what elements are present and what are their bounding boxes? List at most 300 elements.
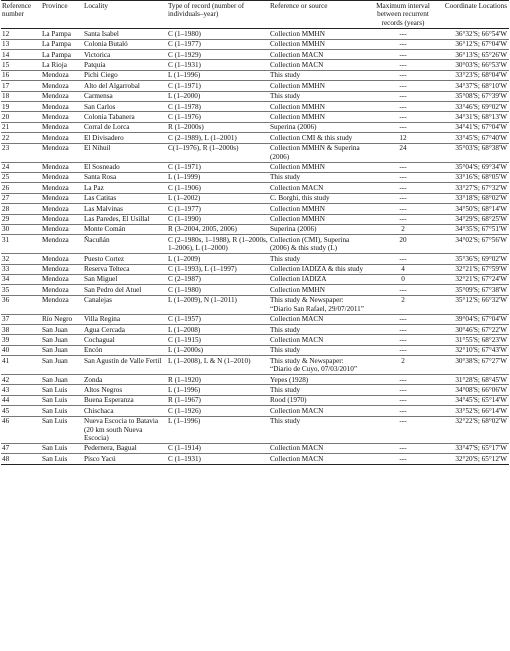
cell-type: C (2–1989), L (1–2001) — [168, 133, 237, 142]
cell-ref: 13 — [2, 40, 10, 49]
cell-type: C (1–1980) — [168, 285, 201, 294]
cell-interval: --- — [399, 285, 407, 294]
cell-ref: 30 — [2, 225, 10, 234]
cell-locality: Victorica — [84, 50, 111, 59]
cell-province: Mendoza — [42, 102, 69, 111]
cell-coords: 31°55'S; 68°23'W — [455, 335, 507, 344]
table-row — [1, 183, 509, 193]
cell-ref: 27 — [2, 194, 10, 203]
cell-locality: Las Catitas — [84, 194, 117, 203]
cell-source: Superina (2006) — [270, 225, 317, 234]
cell-source: Rood (1970) — [270, 396, 307, 405]
cell-type: L (1–2000s) — [168, 346, 204, 355]
table-row — [1, 285, 509, 295]
cell-locality: El Nihuil — [84, 144, 111, 153]
cell-source: Collection (CMI), Superina (2006) & this study (L) — [270, 235, 350, 253]
table-row — [1, 133, 509, 143]
cell-ref: 19 — [2, 102, 10, 111]
cell-source: This study & Newspaper: “Diario San Rafael, 29/07/2011” — [270, 296, 364, 313]
cell-locality: Encón — [84, 346, 103, 355]
cell-interval: 2 — [401, 225, 405, 234]
cell-interval: --- — [399, 123, 407, 132]
table-row — [1, 112, 509, 122]
cell-type: C (1–1978) — [168, 102, 201, 111]
table-row — [1, 39, 509, 49]
cell-locality: Chischaca — [84, 406, 114, 415]
cell-province: Mendoza — [42, 112, 69, 121]
cell-ref: 36 — [2, 296, 10, 305]
cell-interval: --- — [399, 346, 407, 355]
cell-locality: Nueva Escocia to Batavia (20 km south Nueva Escocia) — [84, 417, 159, 442]
cell-interval: --- — [399, 315, 407, 324]
cell-ref: 25 — [2, 173, 10, 182]
cell-ref: 16 — [2, 71, 10, 80]
cell-type: C (1–1990) — [168, 215, 201, 224]
table-row — [1, 274, 509, 284]
cell-locality: Carmensa — [84, 92, 113, 101]
cell-locality: Pichi Ciego — [84, 71, 118, 80]
cell-source: Collection MACN — [270, 50, 324, 59]
cell-province: San Luis — [42, 454, 68, 463]
cell-type: L (1–2002) — [168, 194, 201, 203]
cell-locality: Puesto Cortez — [84, 254, 125, 263]
cell-locality: Ñacuñán — [84, 235, 110, 244]
header-locality: Locality — [84, 2, 108, 10]
cell-coords: 35°08'S; 67°39'W — [455, 92, 507, 101]
cell-coords: 35°04'S; 69°34'W — [455, 163, 507, 171]
cell-province: Mendoza — [42, 123, 69, 132]
table-row — [1, 345, 509, 355]
header-coords: Coordinate Locations — [444, 2, 507, 10]
cell-ref: 34 — [2, 275, 10, 284]
table-row — [1, 325, 509, 335]
cell-type: R (3–2004, 2005, 2006) — [168, 225, 237, 234]
cell-interval: --- — [399, 173, 407, 182]
cell-type: C (1–1980) — [168, 29, 201, 38]
cell-locality: Reserva Telteca — [84, 265, 130, 274]
cell-coords: 32°22'S; 68°02'W — [455, 417, 507, 426]
cell-interval: --- — [399, 215, 407, 224]
cell-locality: San Agustín de Valle Fertil — [84, 356, 162, 365]
cell-ref: 20 — [2, 112, 10, 121]
cell-interval: --- — [399, 29, 407, 38]
cell-coords: 33°18'S; 68°02'W — [455, 194, 507, 203]
cell-type: C (2–1987) — [168, 275, 201, 284]
cell-province: San Luis — [42, 385, 68, 394]
cell-interval: 0 — [401, 275, 405, 284]
cell-province: San Juan — [42, 375, 68, 384]
cell-interval: --- — [399, 71, 407, 80]
cell-coords: 32°21'S; 67°59'W — [455, 265, 507, 274]
cell-ref: 23 — [2, 144, 10, 153]
cell-interval: --- — [399, 81, 407, 90]
cell-locality: Cochagual — [84, 335, 115, 344]
table-row — [1, 454, 509, 464]
cell-interval: 2 — [401, 296, 405, 305]
header-source: Reference or source — [270, 2, 328, 10]
cell-locality: San Carlos — [84, 102, 116, 111]
cell-ref: 24 — [2, 163, 10, 171]
cell-coords: 36°32'S; 66°54'W — [455, 29, 507, 38]
records-table — [1, 0, 509, 465]
cell-source: Collection MACN — [270, 444, 324, 453]
cell-province: Mendoza — [42, 235, 69, 244]
cell-coords: 34°45'S; 65°14'W — [455, 396, 507, 405]
cell-source: Collection MACN — [270, 454, 324, 463]
table-header — [1, 1, 509, 29]
cell-coords: 34°08'S; 66°06'W — [455, 385, 507, 394]
cell-interval: --- — [399, 396, 407, 405]
cell-type: C (1–1971) — [168, 163, 201, 171]
cell-coords: 34°29'S; 68°25'W — [455, 215, 507, 224]
table-row — [1, 122, 509, 132]
cell-coords: 32°20'S; 65°12'W — [455, 454, 507, 463]
cell-province: La Rioja — [42, 60, 67, 69]
cell-type: C(1–1976), R (1–2000s) — [168, 144, 239, 153]
cell-ref: 42 — [2, 375, 10, 384]
cell-interval: --- — [399, 375, 407, 384]
cell-ref: 43 — [2, 385, 10, 394]
cell-ref: 33 — [2, 265, 10, 274]
cell-province: La Pampa — [42, 29, 71, 38]
cell-province: Mendoza — [42, 81, 69, 90]
cell-coords: 36°13'S; 65°26'W — [455, 50, 507, 59]
cell-source: Collection MACN — [270, 335, 324, 344]
cell-ref: 18 — [2, 92, 10, 101]
table-row — [1, 29, 509, 39]
header-type: Type of record (number of individuals–year) — [168, 2, 245, 19]
table-row — [1, 375, 509, 385]
cell-coords: 34°41'S; 67°04'W — [455, 123, 507, 132]
cell-source: Collection MMHN — [270, 204, 325, 213]
cell-coords: 34°37'S; 68°10'W — [455, 81, 507, 90]
cell-province: La Pampa — [42, 50, 71, 59]
cell-coords: 33°45'S; 67°40'W — [455, 133, 507, 142]
cell-ref: 31 — [2, 235, 10, 244]
cell-locality: San Pedro del Atuel — [84, 285, 142, 294]
cell-province: Mendoza — [42, 71, 69, 80]
cell-province: San Luis — [42, 417, 68, 426]
cell-province: La Pampa — [42, 40, 71, 49]
table-row — [1, 102, 509, 112]
cell-coords: 34°02'S; 67°56'W — [455, 235, 507, 244]
table-row — [1, 162, 509, 172]
table-row — [1, 91, 509, 101]
cell-type: C (1–1957) — [168, 315, 201, 324]
cell-coords: 33°23'S; 68°04'W — [455, 71, 507, 80]
cell-type: C (2–1980s, 1–1988), R (1–2000s, 1–2006), L (1–2000) — [168, 235, 268, 253]
cell-ref: 38 — [2, 325, 10, 334]
cell-ref: 44 — [2, 396, 10, 405]
cell-coords: 35°36'S; 69°02'W — [455, 254, 507, 263]
cell-type: C (1–1929) — [168, 50, 201, 59]
cell-locality: Villa Regina — [84, 315, 121, 324]
cell-source: Collection IADIZA & this study — [270, 265, 364, 274]
cell-ref: 45 — [2, 406, 10, 415]
cell-interval: --- — [399, 385, 407, 394]
cell-coords: 30°46'S; 67°22'W — [455, 325, 507, 334]
cell-source: This study — [270, 173, 301, 182]
cell-ref: 26 — [2, 183, 10, 192]
cell-province: Mendoza — [42, 254, 69, 263]
cell-interval: 20 — [399, 235, 407, 244]
cell-coords: 32°21'S; 67°24'W — [455, 275, 507, 284]
cell-coords: 36°12'S; 67°04'W — [455, 40, 507, 49]
cell-province: Mendoza — [42, 275, 69, 284]
table-row — [1, 193, 509, 203]
cell-province: San Luis — [42, 406, 68, 415]
cell-coords: 35°03'S; 68°38'W — [455, 144, 507, 153]
cell-interval: --- — [399, 454, 407, 463]
cell-type: C (1–1915) — [168, 335, 201, 344]
cell-coords: 33°16'S; 68°05'W — [455, 173, 507, 182]
cell-type: C (1–1977) — [168, 204, 201, 213]
cell-province: San Juan — [42, 346, 68, 355]
cell-locality: Las Malvinas — [84, 204, 123, 213]
cell-interval: --- — [399, 406, 407, 415]
cell-locality: La Paz — [84, 183, 104, 192]
cell-source: This study — [270, 325, 301, 334]
cell-locality: Santa Rosa — [84, 173, 117, 182]
cell-province: Mendoza — [42, 183, 69, 192]
cell-interval: --- — [399, 112, 407, 121]
cell-province: San Juan — [42, 335, 68, 344]
cell-province: Mendoza — [42, 194, 69, 203]
cell-province: Mendoza — [42, 204, 69, 213]
cell-source: This study — [270, 346, 301, 355]
cell-locality: Santa Isabel — [84, 29, 119, 38]
cell-coords: 33°27'S; 67°32'W — [455, 183, 507, 192]
cell-source: Collection MMHN — [270, 163, 325, 171]
table-row — [1, 356, 509, 375]
cell-locality: Corral de Lorca — [84, 123, 130, 132]
cell-locality: Pisco Yacú — [84, 454, 116, 463]
cell-locality: San Miguel — [84, 275, 118, 284]
cell-coords: 39°04'S; 67°04'W — [455, 315, 507, 324]
cell-coords: 32°10'S; 67°43'W — [455, 346, 507, 355]
cell-interval: --- — [399, 417, 407, 426]
cell-coords: 30°03'S; 66°53'W — [455, 60, 507, 69]
table-row — [1, 143, 509, 162]
cell-type: C (1–1971) — [168, 81, 201, 90]
cell-locality: El Divisadero — [84, 133, 124, 142]
table-row — [1, 60, 509, 70]
cell-coords: 34°50'S; 68°14'W — [455, 204, 507, 213]
table-row — [1, 314, 509, 324]
cell-source: Collection MMHN — [270, 29, 325, 38]
cell-interval: --- — [399, 183, 407, 192]
cell-coords: 33°47'S; 65°17'W — [455, 444, 507, 453]
cell-type: L (1–1996) — [168, 385, 201, 394]
cell-type: C (1–1977) — [168, 40, 201, 49]
cell-source: Collection MMHN — [270, 102, 325, 111]
cell-province: Río Negro — [42, 315, 73, 324]
cell-locality: Alto del Algarrobal — [84, 81, 140, 90]
cell-type: C (1–1931) — [168, 454, 201, 463]
cell-province: Mendoza — [42, 225, 69, 234]
cell-type: L (1–2008) — [168, 325, 201, 334]
cell-ref: 47 — [2, 444, 10, 453]
cell-interval: --- — [399, 163, 407, 171]
table-row — [1, 335, 509, 345]
table-row — [1, 50, 509, 60]
cell-type: C (1–1906) — [168, 183, 201, 192]
cell-province: San Luis — [42, 396, 68, 405]
cell-source: Collection MACN — [270, 183, 324, 192]
cell-locality: Altos Negros — [84, 385, 123, 394]
cell-coords: 30°38'S; 67°27'W — [455, 356, 507, 365]
cell-interval: --- — [399, 325, 407, 334]
cell-interval: --- — [399, 444, 407, 453]
cell-source: Collection MMHN — [270, 215, 325, 224]
cell-ref: 35 — [2, 285, 10, 294]
cell-interval: --- — [399, 60, 407, 69]
cell-type: C (1–1976) — [168, 112, 201, 121]
cell-coords: 34°35'S; 67°51'W — [455, 225, 507, 234]
table-row — [1, 416, 509, 443]
cell-coords: 35°12'S; 66°32'W — [455, 296, 507, 305]
cell-interval: --- — [399, 92, 407, 101]
cell-type: C (1–1993), L (1–1997) — [168, 265, 237, 274]
table-row — [1, 172, 509, 182]
cell-coords: 33°52'S; 66°14'W — [455, 406, 507, 415]
cell-type: L (1–2009), N (1–2011) — [168, 296, 237, 305]
cell-source: Superina (2006) — [270, 123, 317, 132]
table-row — [1, 385, 509, 395]
cell-coords: 35°09'S; 67°38'W — [455, 285, 507, 294]
cell-interval: 2 — [401, 356, 405, 365]
cell-type: L (1–1996) — [168, 417, 201, 426]
cell-interval: --- — [399, 254, 407, 263]
cell-locality: Las Paredes, El Usillal — [84, 215, 150, 224]
cell-ref: 14 — [2, 50, 10, 59]
cell-type: C (1–1914) — [168, 444, 201, 453]
cell-province: San Juan — [42, 356, 68, 365]
cell-ref: 28 — [2, 204, 10, 213]
cell-ref: 48 — [2, 454, 10, 463]
cell-locality: Zonda — [84, 375, 103, 384]
cell-type: R (1–1920) — [168, 375, 201, 384]
cell-locality: Monte Comán — [84, 225, 126, 234]
cell-interval: --- — [399, 40, 407, 49]
cell-locality: Buena Esperanza — [84, 396, 134, 405]
cell-source: Collection IADIZA — [270, 275, 327, 284]
cell-ref: 21 — [2, 123, 10, 132]
cell-type: R (1–2000s) — [168, 123, 204, 132]
cell-ref: 22 — [2, 133, 10, 142]
cell-source: This study — [270, 254, 301, 263]
cell-interval: 4 — [401, 265, 405, 274]
table-row — [1, 224, 509, 234]
cell-ref: 29 — [2, 215, 10, 224]
cell-ref: 17 — [2, 81, 10, 90]
header-row — [1, 1, 509, 29]
cell-source: Yepes (1928) — [270, 375, 309, 384]
cell-source: Collection MMHN & Superina (2006) — [270, 144, 360, 161]
table-row — [1, 214, 509, 224]
cell-type: L (1–2000) — [168, 92, 201, 101]
cell-interval: --- — [399, 335, 407, 344]
cell-interval: 12 — [399, 133, 407, 142]
cell-ref: 12 — [2, 29, 10, 38]
cell-source: Collection MACN — [270, 315, 324, 324]
table-row — [1, 204, 509, 214]
table-row — [1, 443, 509, 453]
header-interval: Maximum interval between recurrent records (years) — [376, 2, 430, 27]
cell-source: Collection MMHN — [270, 81, 325, 90]
cell-ref: 40 — [2, 346, 10, 355]
cell-province: Mendoza — [42, 215, 69, 224]
cell-source: This study — [270, 71, 301, 80]
cell-ref: 39 — [2, 335, 10, 344]
cell-locality: Canalejas — [84, 296, 112, 305]
cell-province: Mendoza — [42, 265, 69, 274]
table-row — [1, 235, 509, 254]
cell-locality: Patquía — [84, 60, 106, 69]
cell-coords: 34°31'S; 68°13'W — [455, 112, 507, 121]
header-province: Province — [42, 2, 68, 10]
table-row — [1, 395, 509, 405]
table-row — [1, 254, 509, 264]
cell-province: San Juan — [42, 325, 68, 334]
cell-locality: El Sosneado — [84, 163, 120, 171]
cell-province: Mendoza — [42, 173, 69, 182]
cell-province: Mendoza — [42, 144, 69, 153]
cell-province: Mendoza — [42, 285, 69, 294]
table-body — [1, 29, 509, 464]
cell-province: Mendoza — [42, 296, 69, 305]
cell-province: Mendoza — [42, 163, 69, 171]
cell-ref: 41 — [2, 356, 10, 365]
table-row — [1, 81, 509, 91]
cell-source: Collection MACN — [270, 60, 324, 69]
cell-province: Mendoza — [42, 92, 69, 101]
cell-source: Collection MMHN — [270, 40, 325, 49]
cell-type: L (1–2009) — [168, 254, 201, 263]
cell-province: Mendoza — [42, 133, 69, 142]
table-row — [1, 406, 509, 416]
cell-source: This study — [270, 385, 301, 394]
cell-source: C. Borghi, this study — [270, 194, 330, 203]
cell-province: San Luis — [42, 444, 68, 453]
table-row — [1, 70, 509, 80]
table-row — [1, 264, 509, 274]
cell-interval: --- — [399, 102, 407, 111]
cell-locality: Colonia Tabanera — [84, 112, 135, 121]
cell-source: Collection MACN — [270, 406, 324, 415]
cell-source: This study — [270, 417, 301, 426]
cell-locality: Colonia Butaló — [84, 40, 128, 49]
cell-interval: 24 — [399, 144, 407, 153]
cell-ref: 46 — [2, 417, 10, 426]
cell-ref: 32 — [2, 254, 10, 263]
cell-type: L (1–1996) — [168, 71, 201, 80]
cell-source: Collection CMI & this study — [270, 133, 353, 142]
cell-type: L (1–2008), L & N (1–2010) — [168, 356, 251, 365]
cell-interval: --- — [399, 194, 407, 203]
cell-interval: --- — [399, 204, 407, 213]
cell-source: This study — [270, 92, 301, 101]
cell-source: Collection MMHN — [270, 285, 325, 294]
cell-type: R (1–1967) — [168, 396, 201, 405]
cell-type: C (1–1931) — [168, 60, 201, 69]
cell-locality: Agua Cercada — [84, 325, 125, 334]
cell-interval: --- — [399, 50, 407, 59]
cell-locality: Pedernera, Bagual — [84, 444, 137, 453]
cell-source: This study & Newspaper: “Diario de Cuyo, 07/03/2010” — [270, 356, 358, 374]
cell-source: Collection MMHN — [270, 112, 325, 121]
table-row — [1, 295, 509, 314]
